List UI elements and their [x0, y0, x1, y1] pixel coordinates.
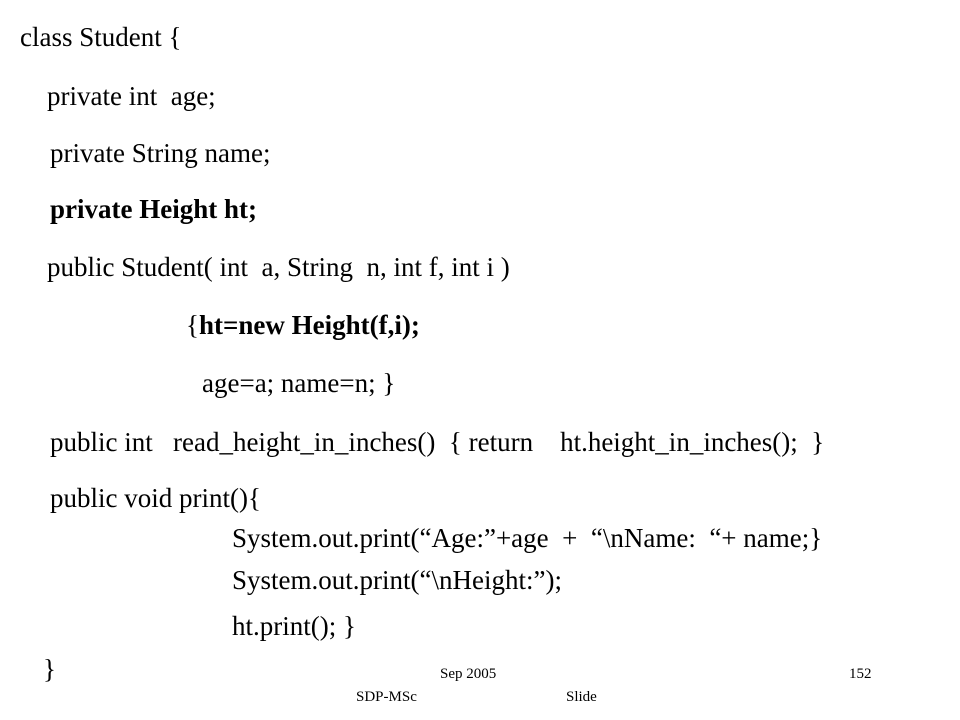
code-line-height-field: private Height ht; [50, 194, 257, 224]
code-line-closing-brace: } [43, 654, 56, 684]
code-line-constructor-sig: public Student( int a, String n, int f, int i ) [47, 252, 510, 282]
code-line-print-age-name: System.out.print(“Age:”+age + “\nName: “+ name;} [232, 523, 823, 553]
code-line-name-field: private String name; [50, 138, 271, 168]
footer-course: SDP-MSc [356, 689, 417, 705]
code-line-print-height: System.out.print(“\nHeight:”); [232, 565, 562, 595]
code-line-read-height-method: public int read_height_in_inches() { return ht.height_in_inches(); } [50, 427, 825, 457]
code-line-class-decl: class Student { [20, 22, 182, 52]
footer-slide-label: Slide [566, 689, 597, 705]
code-line-constructor-body-1 [186, 309, 420, 341]
footer-page-number: 152 [849, 666, 872, 682]
code-line-print-method: public void print(){ [50, 483, 261, 513]
code-line-constructor-body-2: age=a; name=n; } [202, 368, 396, 398]
code-line-ht-print: ht.print(); } [232, 611, 356, 641]
open-brace: { [186, 310, 199, 340]
code-line-age-field: private int age; [47, 81, 216, 111]
height-init: ht=new Height(f,i); [198, 310, 420, 340]
footer-date: Sep 2005 [440, 666, 497, 682]
